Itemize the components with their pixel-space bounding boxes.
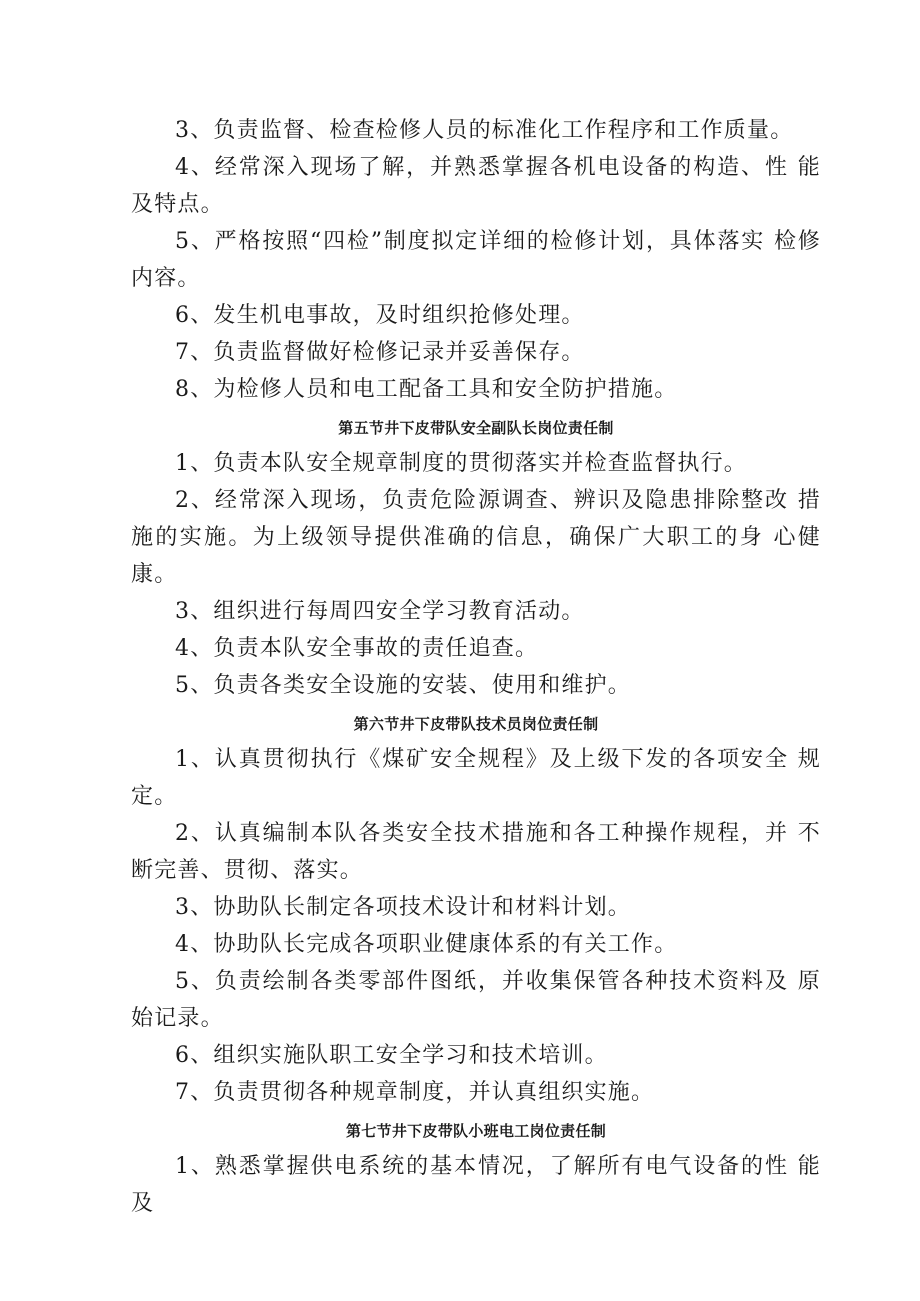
document-body [131, 112, 821, 1222]
section7-item-1: 1、熟悉掌握供电系统的基本情况，了解所有电气设备的性 能及 [131, 1154, 821, 1216]
section5-item-4: 4、负责本队安全事故的责任追查。 [175, 636, 539, 661]
section6-item-1: 1、认真贯彻执行《煤矿安全规程》及上级下发的各项安全 规定。 [131, 747, 821, 809]
section4-item-5: 5、严格按照“四检”制度拟定详细的检修计划，具体落实 检修内容。 [131, 229, 821, 291]
section6-item-2: 2、认真编制本队各类安全技术措施和各工种操作规程，并 不断完善、贯彻、落实。 [131, 821, 821, 883]
section4-item-7: 7、负责监督做好检修记录并妥善保存。 [175, 340, 585, 365]
section5-item-3: 3、组织进行每周四安全学习教育活动。 [175, 599, 585, 624]
section6-item-6: 6、组织实施队职工安全学习和技术培训。 [175, 1043, 608, 1068]
section4-item-6: 6、发生机电事故，及时组织抢修处理。 [175, 303, 585, 328]
section7-heading: 第七节井下皮带队小班电工岗位责任制 [345, 1122, 607, 1140]
section5-item-5: 5、负责各类安全设施的安装、使用和维护。 [175, 673, 631, 698]
section6-item-4: 4、协助队长完成各项职业健康体系的有关工作。 [175, 932, 678, 957]
section5-item-1: 1、负责本队安全规章制度的贯彻落实并检查监督执行。 [175, 451, 747, 476]
section4-item-3: 3、负责监督、检查检修人员的标准化工作程序和工作质量。 [175, 118, 794, 143]
section6-heading: 第六节井下皮带队技术员岗位责任制 [353, 715, 599, 733]
section6-item-7: 7、负责贯彻各种规章制度，并认真组织实施。 [175, 1080, 655, 1105]
section6-item-3: 3、协助队长制定各项技术设计和材料计划。 [175, 895, 631, 920]
section4-item-4: 4、经常深入现场了解，并熟悉掌握各机电设备的构造、性 能及特点。 [131, 155, 821, 217]
section6-item-5: 5、负责绘制各类零部件图纸，并收集保管各种技术资料及 原始记录。 [131, 969, 821, 1031]
section5-item-2: 2、经常深入现场，负责危险源调查、辨识及隐患排除整改 措施的实施。为上级领导提供准确的信息，确保广大职工的身 心健康。 [131, 488, 821, 587]
section4-item-8: 8、为检修人员和电工配备工具和安全防护措施。 [175, 377, 678, 402]
section5-heading: 第五节井下皮带队安全副队长岗位责任制 [338, 419, 614, 437]
